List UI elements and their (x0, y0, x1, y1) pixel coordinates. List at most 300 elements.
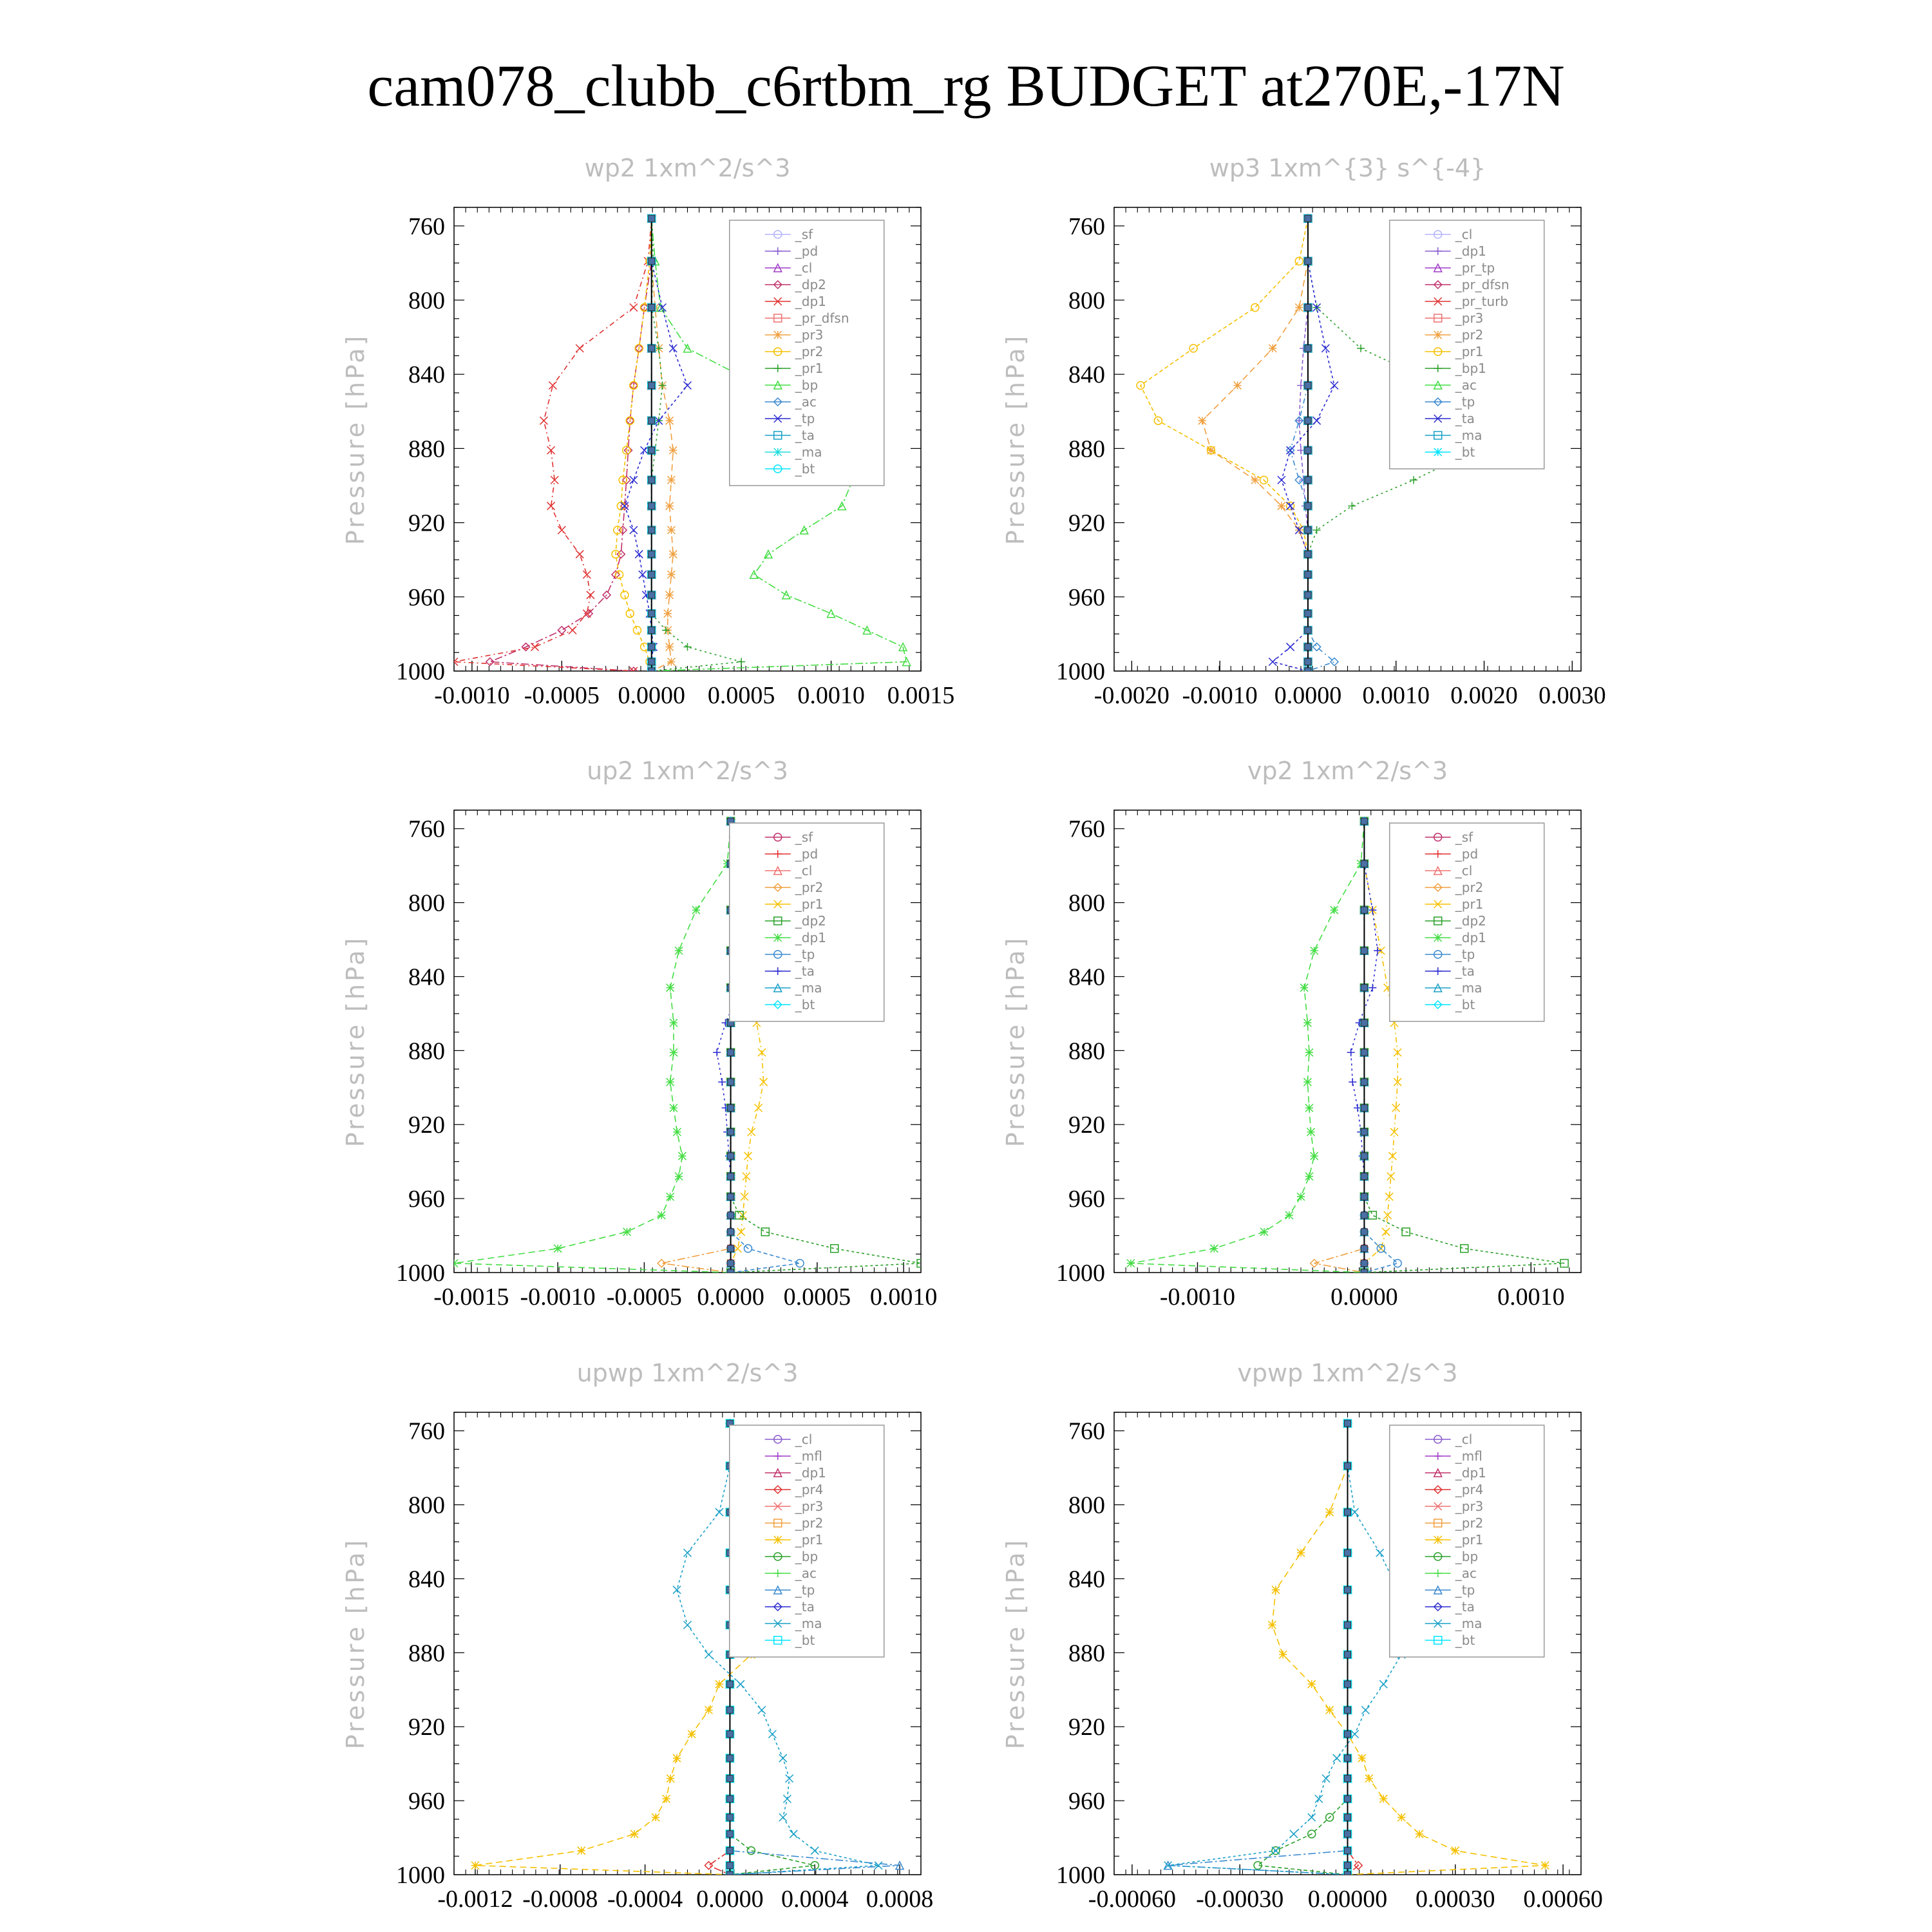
series-ma-point (1315, 1795, 1323, 1803)
series-pr2-point (1278, 502, 1285, 510)
x-tick-label: -0.00030 (1196, 1886, 1284, 1913)
y-tick-label: 920 (408, 509, 445, 537)
series-pr4-point (705, 1862, 712, 1870)
series-pr1-point (673, 1754, 681, 1762)
legend-label: _cl (1455, 1432, 1473, 1447)
series-pr3-point (666, 643, 674, 651)
zero-marker (1361, 1245, 1367, 1252)
x-tick-label: -0.0004 (607, 1886, 683, 1913)
legend-label: _pd (795, 846, 819, 862)
legend-label: _pr_turb (1455, 294, 1509, 309)
series-pr3-point (666, 502, 674, 510)
y-tick-label: 920 (1068, 1714, 1105, 1741)
zero-marker (649, 627, 655, 634)
series-dp1-point (675, 1173, 683, 1180)
legend-dp1-point (774, 934, 782, 942)
series-pr1-point (705, 1706, 712, 1714)
legend-label: _ta (795, 1599, 815, 1615)
series-dp1-point (1295, 417, 1303, 424)
series-tp-point (630, 526, 638, 534)
zero-marker (726, 1862, 733, 1869)
series-pr3-point (667, 571, 675, 578)
zero-marker (649, 659, 655, 665)
series-pr1-point (1365, 1775, 1373, 1783)
series-pr1-point (1541, 1862, 1549, 1870)
panel-4 (341, 1359, 933, 1913)
legend-pr2-point (1434, 331, 1442, 339)
legend-label: _tp (1455, 394, 1475, 410)
x-tick-label: -0.0020 (1094, 682, 1170, 709)
zero-marker (649, 382, 655, 388)
series-dp1-point (450, 1260, 458, 1267)
zero-marker (728, 1269, 734, 1276)
legend-label: _cl (1455, 227, 1473, 242)
series-ma-point (1333, 1754, 1341, 1762)
zero-marker (726, 1795, 733, 1802)
series-dp2-point (761, 1228, 769, 1236)
legend-label: _pr4 (795, 1482, 824, 1497)
y-tick-label: 960 (408, 1788, 445, 1815)
series-ma-point (715, 1508, 723, 1516)
zero-marker (649, 571, 655, 578)
y-axis-label: Pressure [hPa] (341, 333, 370, 545)
series-bp-point (747, 1847, 755, 1855)
zero-marker (649, 527, 655, 533)
zero-marker (728, 1049, 734, 1056)
series-dp1-point (667, 1193, 674, 1200)
x-tick-label: 0.0004 (781, 1886, 849, 1913)
series-tp-point (669, 345, 677, 352)
legend-label: _pr1 (795, 1532, 824, 1548)
y-tick-label: 880 (408, 1037, 445, 1065)
series-pr3-point (667, 526, 675, 534)
zero-marker (1305, 611, 1311, 617)
x-tick-label: 0.0000 (618, 682, 685, 709)
y-tick-label: 800 (1068, 889, 1105, 917)
series-dp1-point (670, 1019, 677, 1027)
series-ta-point (713, 1048, 721, 1056)
zero-marker (649, 611, 655, 617)
zero-marker (1305, 215, 1311, 222)
series-line-pr4 (1348, 1423, 1359, 1875)
legend-label: _pr3 (795, 1499, 824, 1514)
y-tick-label: 960 (408, 1186, 445, 1213)
series-dp1-point (670, 1104, 677, 1112)
x-tick-label: -0.0010 (1182, 682, 1258, 709)
x-tick-label: 0.0010 (1497, 1283, 1565, 1311)
panel-3 (1001, 757, 1581, 1311)
y-tick-label: 960 (408, 583, 445, 611)
legend-label: _pr2 (795, 344, 824, 359)
zero-marker (728, 1245, 734, 1252)
zero-marker (1345, 1587, 1351, 1593)
zero-marker (1305, 417, 1311, 424)
zero-marker (1305, 477, 1311, 483)
y-axis-label: Pressure [hPa] (341, 935, 370, 1148)
series-line-pr1 (652, 218, 741, 671)
x-tick-label: -0.0010 (434, 682, 510, 709)
legend-label: _ma (795, 980, 822, 996)
series-dp1-point (576, 551, 583, 558)
series-pr1-point (1295, 258, 1303, 265)
series-bp1-point (1410, 476, 1417, 484)
y-tick-label: 880 (1068, 1037, 1105, 1065)
series-dp1-point (1303, 1019, 1311, 1027)
legend-label: _pd (795, 243, 819, 259)
y-tick-label: 800 (1068, 1492, 1105, 1519)
x-tick-label: 0.0020 (1450, 682, 1518, 709)
zero-marker (1345, 1681, 1351, 1687)
legend-label: _dp1 (1455, 930, 1486, 945)
y-tick-label: 920 (1068, 1112, 1105, 1139)
series-pr3-point (667, 476, 675, 484)
y-tick-label: 880 (1068, 435, 1105, 463)
panel-1 (1001, 154, 1606, 709)
zero-marker (1361, 1269, 1367, 1276)
series-pr2-point (633, 627, 641, 634)
zero-marker (1345, 1707, 1351, 1713)
zero-marker (726, 1755, 733, 1761)
legend-label: _dp2 (795, 277, 826, 292)
series-dp1-point (1127, 1260, 1135, 1267)
y-axis-label: Pressure [hPa] (1001, 333, 1030, 545)
legend-label: _pr1 (1455, 1532, 1484, 1548)
series-dp1-point (675, 947, 683, 954)
series-pr1-point (1308, 1680, 1316, 1688)
zero-marker (1305, 659, 1311, 665)
x-tick-label: 0.0000 (697, 1283, 764, 1311)
series-pr1-point (737, 658, 745, 666)
series-ma-point (705, 1651, 712, 1658)
page-title: cam078_clubb_c6rtbm_rg BUDGET at270E,-17N (367, 53, 1565, 118)
zero-marker (726, 1831, 733, 1837)
legend-label: _dp1 (795, 1465, 826, 1481)
legend-label: _bp1 (1455, 361, 1486, 376)
zero-marker (728, 1193, 734, 1200)
legend-label: _dp1 (1455, 1465, 1486, 1481)
zero-marker (649, 258, 655, 265)
zero-marker (1345, 1420, 1351, 1426)
zero-marker (649, 503, 655, 509)
panel-title: upwp 1xm^2/s^3 (576, 1359, 799, 1387)
series-bp1-point (1313, 526, 1321, 534)
series-tp-point (684, 381, 692, 389)
series-pr1-point (578, 1847, 585, 1855)
series-ma-point (783, 1795, 791, 1803)
legend-label: _dp1 (795, 294, 826, 309)
zero-marker (1305, 382, 1311, 388)
zero-marker (649, 417, 655, 424)
series-pr1-point (684, 643, 692, 651)
y-tick-label: 1000 (396, 1862, 445, 1889)
legend-label: _pr3 (1455, 1499, 1484, 1514)
series-pr1-point (1358, 1754, 1366, 1762)
zero-marker (1345, 1814, 1351, 1821)
panel-title: up2 1xm^2/s^3 (587, 757, 788, 785)
zero-marker (728, 1129, 734, 1135)
series-line-pr4 (709, 1423, 730, 1875)
series-ta-point (1287, 446, 1294, 454)
series-line-dp1 (1131, 821, 1364, 1273)
legend-label: _bp (795, 1549, 819, 1564)
series-pr1-point (715, 1680, 723, 1688)
series-pr3-point (664, 610, 672, 618)
zero-marker (1305, 258, 1311, 265)
y-tick-label: 960 (1068, 583, 1105, 611)
zero-marker (1305, 592, 1311, 598)
zero-marker (728, 1104, 734, 1111)
series-pr1-point (1272, 1586, 1280, 1594)
series-line-ma (1168, 1423, 1405, 1875)
y-tick-label: 1000 (396, 1260, 445, 1287)
legend-label: _bt (795, 461, 815, 477)
legend-label: _ta (1455, 411, 1475, 426)
series-dp1-point (692, 906, 700, 914)
panel-title: wp3 1xm^{3} s^{-4} (1209, 154, 1486, 182)
legend-label: _sf (795, 829, 813, 845)
zero-marker (1305, 503, 1311, 509)
legend-label: _cl (795, 1432, 813, 1447)
legend-label: _pr3 (795, 327, 824, 343)
series-ma-point (1361, 1706, 1369, 1714)
legend-label: _mfl (795, 1448, 822, 1464)
legend-label: _sf (795, 227, 813, 242)
series-ma-point (768, 1730, 776, 1738)
legend-label: _pr1 (1455, 344, 1484, 359)
legend-label: _bt (795, 1633, 815, 1648)
zero-marker (1361, 1153, 1367, 1159)
series-pr2-point (621, 591, 629, 599)
series-ma-point (779, 1754, 787, 1762)
series-dp1-point (1311, 947, 1318, 954)
y-tick-label: 880 (1068, 1640, 1105, 1667)
series-dp1-point (540, 417, 547, 424)
y-tick-label: 800 (408, 889, 445, 917)
y-tick-label: 760 (408, 213, 445, 240)
x-tick-label: 0.0008 (866, 1886, 934, 1913)
y-tick-label: 840 (1068, 361, 1105, 389)
legend-label: _dp1 (795, 930, 826, 945)
legend-label: _bt (1455, 997, 1475, 1012)
series-line-pr2 (661, 821, 730, 1273)
panel-5 (1001, 1359, 1603, 1913)
series-pr1-point (662, 627, 670, 634)
legend-label: _ma (1455, 980, 1482, 996)
x-tick-label: -0.0012 (437, 1886, 513, 1913)
series-dp1-point (1305, 1173, 1313, 1180)
y-tick-label: 760 (1068, 1417, 1105, 1445)
legend-dp1-point (1434, 934, 1442, 942)
zero-marker (1345, 1795, 1351, 1802)
zero-marker (1361, 1212, 1367, 1218)
zero-marker (1361, 860, 1367, 867)
panel-title: vpwp 1xm^2/s^3 (1237, 1359, 1458, 1387)
legend-ma-point (774, 448, 782, 456)
series-dp1-point (1260, 1228, 1268, 1236)
series-pr1-point (1251, 304, 1259, 312)
series-ma-point (737, 1680, 744, 1688)
zero-marker (1345, 1463, 1351, 1469)
series-ma-point (1272, 1847, 1280, 1855)
legend-label: _ta (1455, 1599, 1475, 1615)
x-tick-label: -0.0005 (606, 1283, 682, 1311)
series-dp1-point (1297, 1193, 1305, 1200)
series-pr1-point (1379, 1795, 1387, 1803)
series-pr2-point (626, 610, 634, 618)
zero-marker (1361, 1079, 1367, 1085)
series-pr1-point (755, 1104, 762, 1112)
series-pr3-point (666, 591, 674, 599)
legend-label: _pr1 (795, 361, 824, 376)
legend-label: _tp (795, 1582, 815, 1598)
zero-marker (1361, 1019, 1367, 1026)
series-dp2-point (1368, 1211, 1376, 1219)
series-ta-point (1349, 1078, 1356, 1086)
series-ma-point (779, 1814, 787, 1821)
zero-marker (728, 1079, 734, 1085)
x-tick-label: 0.0010 (869, 1283, 938, 1311)
y-axis-label: Pressure [hPa] (1001, 1537, 1030, 1750)
x-tick-label: -0.0015 (433, 1283, 509, 1311)
zero-marker (1305, 447, 1311, 453)
series-pr1-point (667, 1775, 674, 1783)
series-pr2-point (1269, 345, 1276, 352)
zero-marker (726, 1681, 733, 1687)
x-tick-label: 0.0030 (1539, 682, 1606, 709)
series-tp-point (1394, 1260, 1401, 1267)
zero-marker (1305, 345, 1311, 352)
legend-pr1-point (774, 1536, 782, 1544)
series-ma-point (673, 1586, 681, 1594)
zero-marker (1345, 1776, 1351, 1782)
zero-marker (1305, 551, 1311, 558)
legend-label: _dp2 (1455, 913, 1486, 929)
series-dp1-point (623, 1228, 631, 1236)
legend-label: _pr_dfsn (795, 310, 849, 326)
series-dp1-point (1305, 1048, 1313, 1056)
series-ma-point (790, 1830, 797, 1838)
series-pr2-point (1234, 381, 1242, 389)
series-dp1-point (1331, 906, 1338, 914)
legend-label: _pd (1455, 846, 1479, 862)
legend-label: _mfl (1455, 1448, 1482, 1464)
legend-label: _pr3 (1455, 310, 1484, 326)
series-ma-point (1322, 1775, 1330, 1783)
series-dp1-point (630, 304, 638, 312)
zero-marker (1345, 1755, 1351, 1761)
y-tick-label: 840 (1068, 1566, 1105, 1593)
series-ta-point (1269, 658, 1276, 666)
legend-label: _pr2 (795, 880, 824, 895)
series-ma-point (1376, 1549, 1384, 1557)
legend-label: _tp (1455, 947, 1475, 962)
legend-label: _ma (1455, 1616, 1482, 1631)
y-tick-label: 800 (408, 1492, 445, 1519)
series-dp1-point (1285, 1211, 1293, 1219)
legend-label: _ac (1455, 1566, 1477, 1581)
series-dp1-point (667, 984, 674, 992)
zero-marker (649, 477, 655, 483)
series-dp1-point (667, 1078, 674, 1086)
y-tick-label: 840 (1068, 963, 1105, 991)
series-pr1-point (652, 1814, 659, 1821)
y-tick-label: 920 (408, 1714, 445, 1741)
zero-marker (1305, 627, 1311, 634)
series-dp1-point (670, 1048, 677, 1056)
zero-marker (1361, 907, 1367, 913)
panel-0 (341, 154, 954, 709)
zero-marker (728, 1153, 734, 1159)
zero-marker (1345, 1831, 1351, 1837)
zero-marker (1361, 1049, 1367, 1056)
y-tick-label: 880 (408, 435, 445, 463)
zero-marker (1361, 985, 1367, 991)
series-pr1-point (663, 1795, 670, 1803)
legend-label: _pr2 (1455, 880, 1484, 895)
series-line-dp1 (454, 218, 652, 671)
y-tick-label: 800 (1068, 287, 1105, 314)
panel-title: wp2 1xm^2/s^3 (584, 154, 791, 182)
series-ta-point (718, 1078, 726, 1086)
series-dp1-point (1303, 1078, 1311, 1086)
legend-label: _ta (795, 428, 815, 443)
legend-label: _dp1 (1455, 243, 1486, 259)
series-ma-point (786, 1775, 793, 1783)
y-tick-label: 960 (1068, 1186, 1105, 1213)
y-tick-label: 920 (1068, 509, 1105, 537)
x-tick-label: 0.0005 (707, 682, 775, 709)
series-dp1-point (554, 1245, 562, 1253)
legend-label: _pr1 (1455, 896, 1484, 912)
legend-label: _bp (1455, 1549, 1479, 1564)
series-dp1-point (1300, 984, 1308, 992)
y-tick-label: 1000 (1056, 1260, 1105, 1287)
series-bp-point (828, 610, 835, 618)
zero-marker (649, 551, 655, 558)
y-axis-label: Pressure [hPa] (1001, 935, 1030, 1148)
series-ta-point (1321, 345, 1329, 352)
series-dp1-point (673, 1128, 681, 1136)
series-ma-point (1308, 1814, 1316, 1821)
legend-label: _ma (1455, 428, 1482, 443)
y-axis-label: Pressure [hPa] (341, 1537, 370, 1750)
series-line-pr1 (1141, 218, 1308, 671)
legend-label: _pr4 (1455, 1482, 1484, 1497)
panel-2 (341, 757, 937, 1311)
legend-label: _pr1 (795, 896, 824, 912)
x-tick-label: 0.0000 (1331, 1283, 1398, 1311)
zero-marker (1361, 1229, 1367, 1235)
zero-marker (649, 592, 655, 598)
series-ma-point (684, 1549, 692, 1557)
series-dp2-point (558, 627, 565, 634)
zero-marker (1305, 527, 1311, 533)
zero-marker (728, 1260, 734, 1267)
zero-marker (1345, 1549, 1351, 1556)
zero-marker (649, 644, 655, 650)
series-line-pr2 (1314, 821, 1365, 1273)
zero-marker (726, 1814, 733, 1821)
legend-label: _ta (1455, 963, 1475, 979)
x-tick-label: 0.00030 (1416, 1886, 1495, 1913)
y-tick-label: 840 (408, 963, 445, 991)
zero-marker (1345, 1509, 1351, 1515)
zero-marker (649, 447, 655, 453)
series-pr1-point (630, 1830, 638, 1838)
series-dp1-point (658, 1211, 665, 1219)
series-pr3-point (669, 446, 677, 454)
series-pr2-point (1251, 476, 1259, 484)
